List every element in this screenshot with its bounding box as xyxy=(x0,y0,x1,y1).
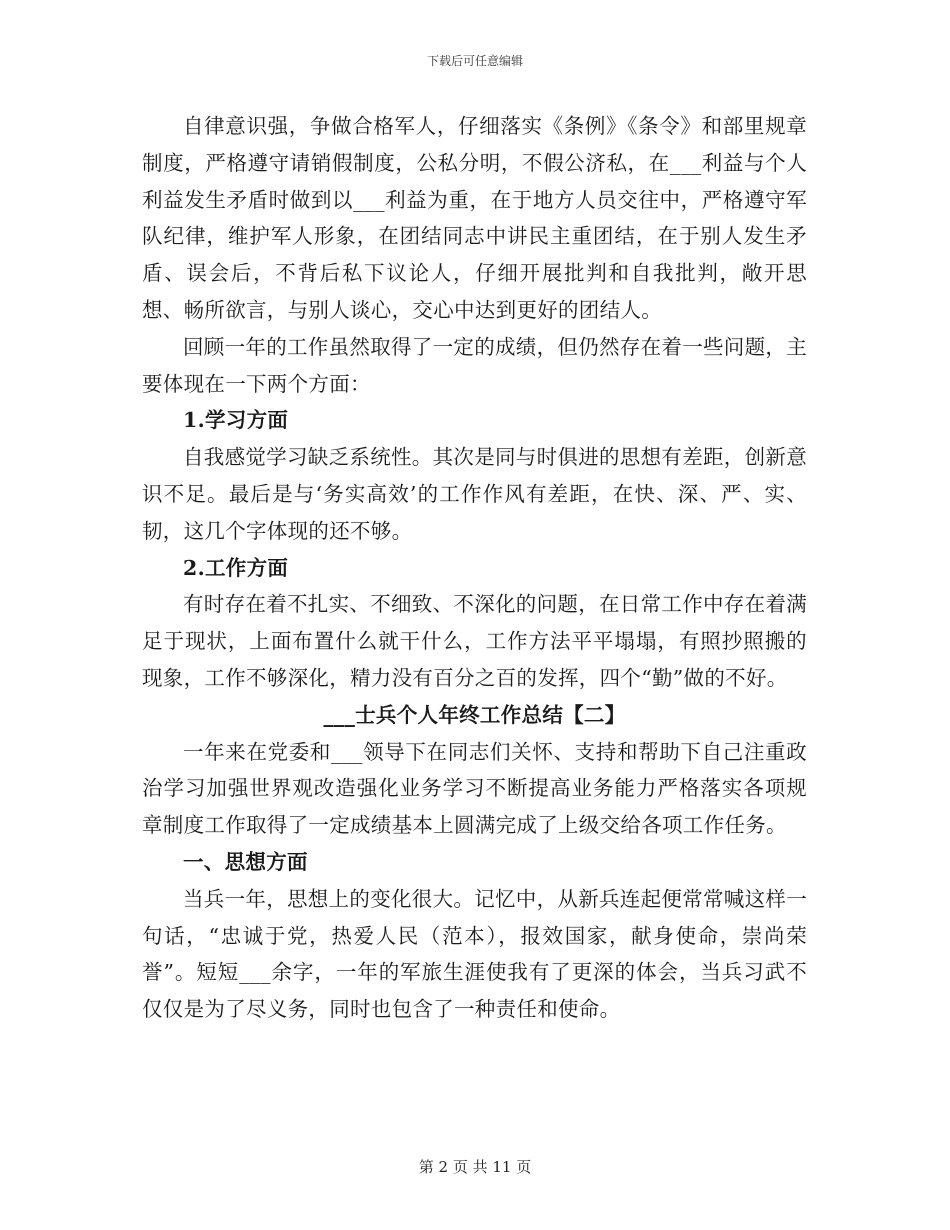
section-title: ___士兵个人年终工作总结【二】 xyxy=(323,702,626,727)
paragraph-thought: 当兵一年，思想上的变化很大。记忆中，从新兵连起便常常喊这样一句话，“忠诚于党，热爱人民（范本），报效国家，献身使命，崇尚荣誉”。短短___余字，一年的军旅生涯使我有了更深的体会，当兵习武不仅仅是为了尽义务，同时也包含了一种责任和使命。 xyxy=(142,886,807,1022)
document-body xyxy=(142,108,807,1028)
heading-work: 2.工作方面 xyxy=(183,555,289,580)
paragraph-work: 有时存在着不扎实、不细致、不深化的问题，在日常工作中存在着满足于现状，上面布置什么就干什么，工作方法平平塌塌，有照抄照搬的现象，工作不够深化，精力没有百分之百的发挥，四个“勤”做的不好。 xyxy=(142,592,807,690)
paragraph-review: 回顾一年的工作虽然取得了一定的成绩，但仍然存在着一些问题，主要体现在一下两个方面： xyxy=(142,334,807,396)
page-header-note: 下载后可任意编辑 xyxy=(426,54,523,68)
heading-study: 1.学习方面 xyxy=(183,408,289,433)
paragraph-discipline: 自律意识强，争做合格军人，仔细落实《条例》《条令》和部里规章制度，严格遵守请销假制度，公私分明，不假公济私，在___利益与个人利益发生矛盾时做到以___利益为重，在于地方人员交往中，严格遵守军队纪律，维护军人形象，在团结同志中讲民主重团结，在于别人发生矛盾、误会后，不背后私下议论人，仔细开展批判和自我批判，敞开思想、畅所欲言，与别人谈心，交心中达到更好的团结人。 xyxy=(142,114,807,322)
paragraph-intro: 一年来在党委和___领导下在同志们关怀、支持和帮助下自己注重政治学习加强世界观改造强化业务学习不断提高业务能力严格落实各项规章制度工作取得了一定成绩基本上圆满完成了上级交给各项工作任务。 xyxy=(142,739,807,838)
page-number: 第 2 页 共 11 页 xyxy=(418,1158,532,1176)
heading-thought: 一、思想方面 xyxy=(183,849,308,874)
paragraph-study: 自我感觉学习缺乏系统性。其次是同与时俱进的思想有差距，创新意识不足。最后是与‘务实高效’的工作作风有差距，在快、深、严、实、韧，这几个字体现的还不够。 xyxy=(142,445,807,543)
